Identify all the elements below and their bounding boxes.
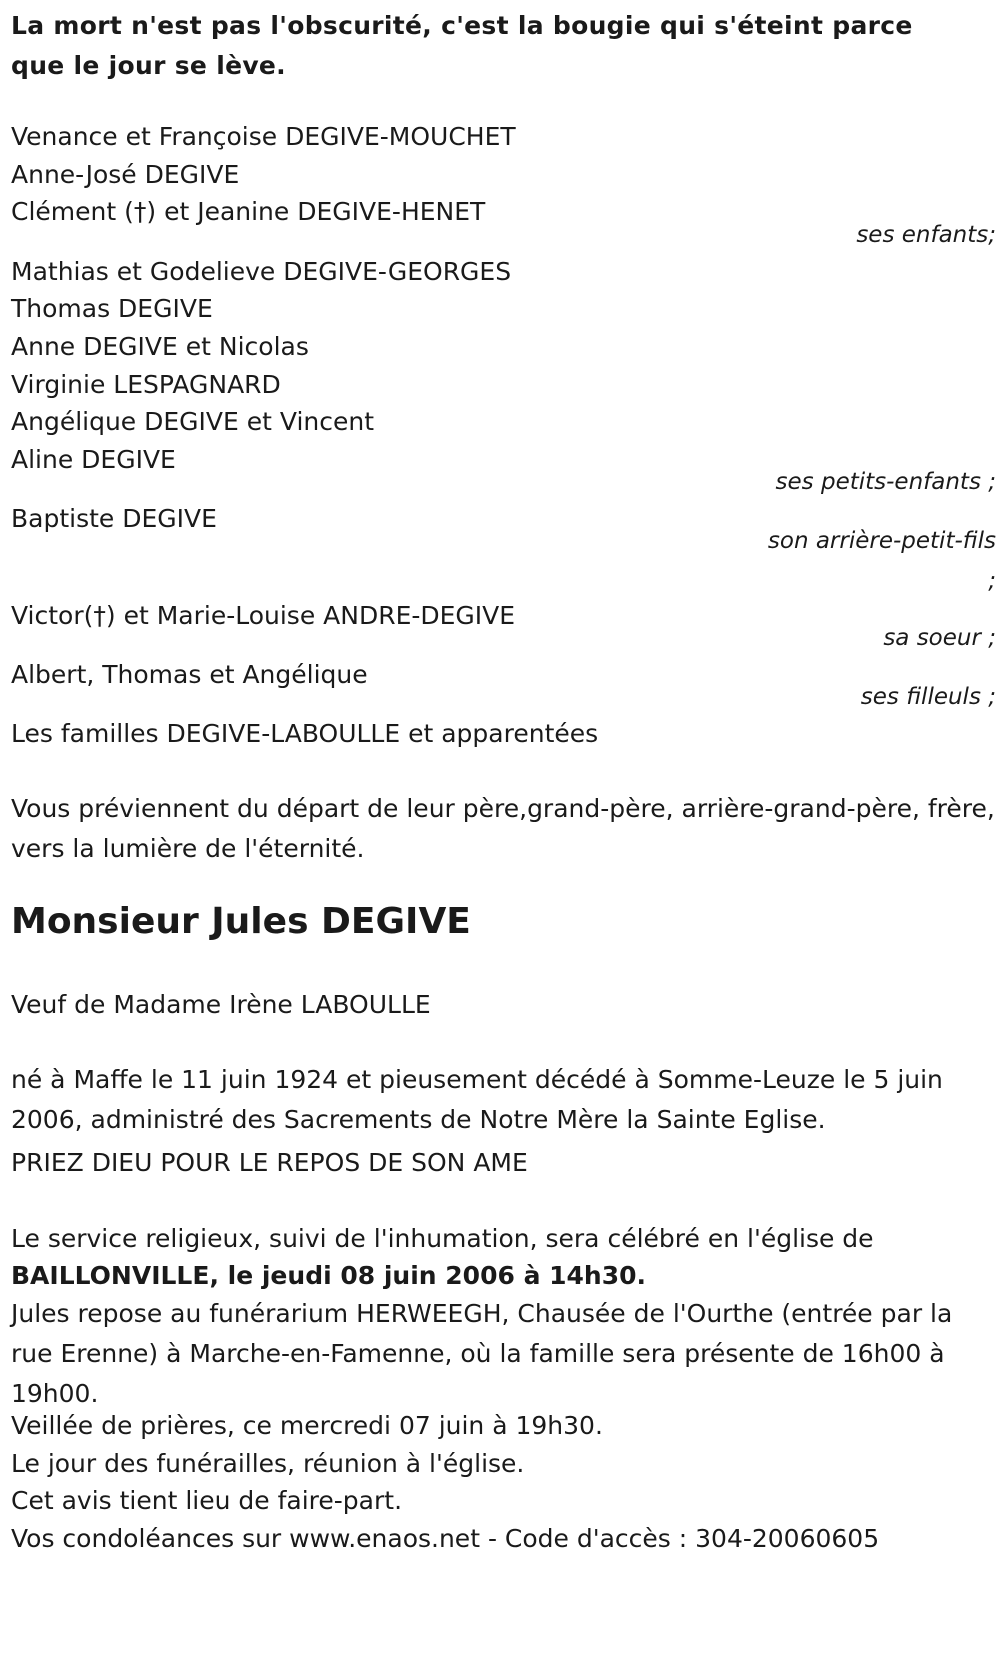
meeting-line: Le jour des funérailles, réunion à l'église.: [11, 1449, 525, 1478]
children-relation-label: ses enfants;: [856, 222, 996, 248]
widower-line: Veuf de Madame Irène LABOULLE: [11, 990, 431, 1019]
service-intro: Le service religieux, suivi de l'inhumation, sera célébré en l'église de: [11, 1224, 874, 1253]
sister-line: Victor(†) et Marie-Louise ANDRE-DEGIVE: [11, 601, 516, 630]
grandchild-line: Thomas DEGIVE: [11, 294, 213, 323]
prayer-line: PRIEZ DIEU POUR LE REPOS DE SON AME: [11, 1148, 528, 1177]
child-line: Clément (†) et Jeanine DEGIVE-HENET: [11, 197, 486, 226]
deceased-name-heading: Monsieur Jules DEGIVE: [11, 901, 471, 942]
opening-quote: La mort n'est pas l'obscurité, c'est la bougie qui s'éteint parce que le jour se lève.: [11, 11, 913, 80]
grandchild-line: Angélique DEGIVE et Vincent: [11, 407, 375, 436]
grandchild-line: Aline DEGIVE: [11, 445, 176, 474]
child-line: Anne-José DEGIVE: [11, 160, 240, 189]
great-grandson-line: Baptiste DEGIVE: [11, 504, 217, 533]
announcement-text: Vous préviennent du départ de leur père,grand-père, arrière-grand-père, frère, vers la lumière de l'éternité.: [11, 794, 995, 863]
families-line: Les familles DEGIVE-LABOULLE et apparentées: [11, 719, 599, 748]
child-line: Venance et Françoise DEGIVE-MOUCHET: [11, 122, 516, 151]
great-grandson-relation-punctuation: ;: [988, 568, 996, 594]
funeral-home-text: Jules repose au funérarium HERWEEGH, Chausée de l'Ourthe (entrée par la rue Erenne) à Marche-en-Famenne, où la famille sera présente de 16h00 à 19h00.: [11, 1299, 953, 1408]
notice-line: Cet avis tient lieu de faire-part.: [11, 1486, 403, 1515]
condolences-line: Vos condoléances sur www.enaos.net - Code d'accès : 304-20060605: [11, 1524, 880, 1553]
great-grandson-relation-label: son arrière-petit-fils: [767, 528, 996, 554]
sister-relation-label: sa soeur ;: [883, 625, 996, 651]
godchildren-line: Albert, Thomas et Angélique: [11, 660, 368, 689]
grandchild-line: Anne DEGIVE et Nicolas: [11, 332, 309, 361]
grandchild-line: Mathias et Godelieve DEGIVE-GEORGES: [11, 257, 512, 286]
grandchild-line: Virginie LESPAGNARD: [11, 370, 281, 399]
service-place-date-row: [11, 1256, 646, 1296]
godchildren-relation-label: ses filleuls ;: [860, 684, 996, 710]
service-place-date: BAILLONVILLE, le jeudi 08 juin 2006 à 14h30.: [11, 1261, 647, 1290]
grandchildren-relation-label: ses petits-enfants ;: [775, 469, 996, 495]
vigil-line: Veillée de prières, ce mercredi 07 juin à 19h30.: [11, 1411, 603, 1440]
birth-death-text: né à Maffe le 11 juin 1924 et pieusement décédé à Somme-Leuze le 5 juin 2006, administré des Sacrements de Notre Mère la Sainte Eglise.: [11, 1065, 943, 1134]
